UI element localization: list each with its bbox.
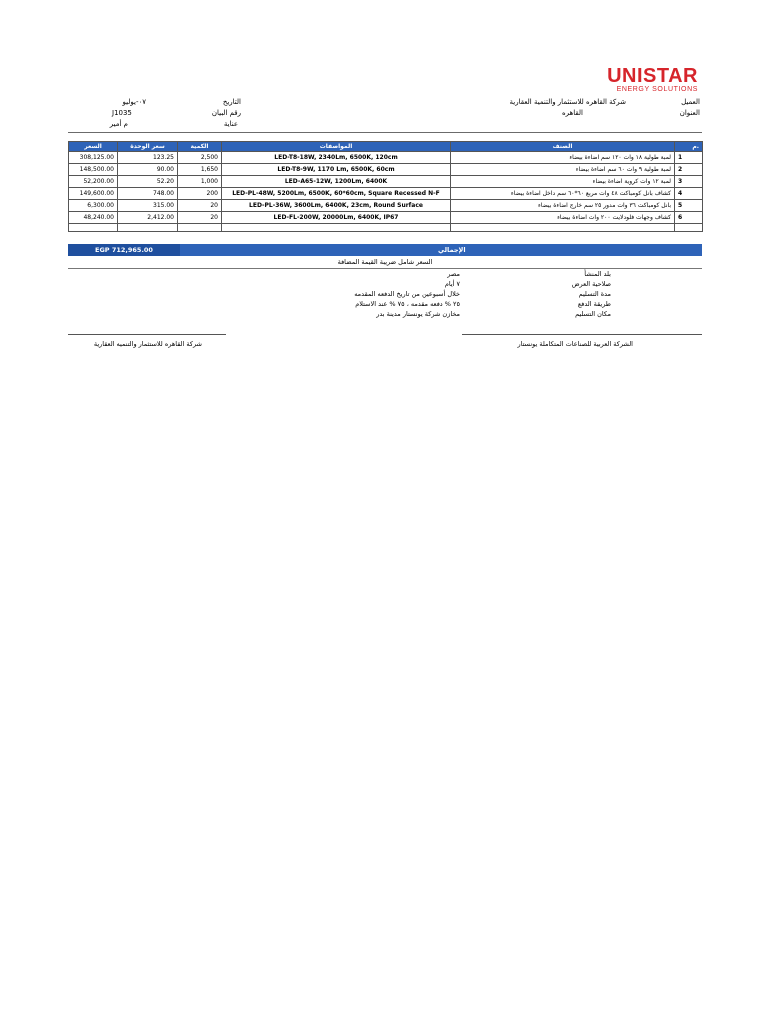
company-logo: UNISTAR: [607, 65, 698, 87]
address-value: القاهره: [562, 109, 583, 117]
cell-item: كشاف بانل كومباكت ٤٨ وات مربع ٦٠*٦٠ سم داخل اضاءة بيضاء: [451, 188, 675, 200]
attention-label: عناية: [223, 120, 238, 128]
client-label: العميل: [681, 98, 700, 106]
cell-item: لمبة طولية ٩ وات ٦٠ سم اضاءة بيضاء: [451, 164, 675, 176]
date-label: التاريخ: [222, 98, 241, 106]
cell-empty: [675, 224, 703, 232]
cell-item: كشاف وجهات فلودلايت ٢٠٠ وات اضاءة بيضاء: [451, 212, 675, 224]
cell-quantity: 1,650: [178, 164, 222, 176]
cell-specification: LED-FL-200W, 20000Lm, 6400K, IP67: [222, 212, 451, 224]
date-value: ٠٧-يوليو: [122, 98, 146, 106]
cell-index: 4: [675, 188, 703, 200]
term-value-validity: ٧ أيام: [444, 280, 460, 288]
buyer-signature: شركة القاهره للاستثمار والتنميه العقارية: [93, 340, 202, 348]
term-label-validity: صلاحية العرض: [571, 280, 611, 288]
cell-unit-price: 90.00: [118, 164, 178, 176]
cell-unit-price: 315.00: [118, 200, 178, 212]
cell-price: 149,600.00: [69, 188, 118, 200]
cell-price: 308,125.00: [69, 152, 118, 164]
cell-item: لمبة طولية ١٨ وات ١٢٠ سم اضاءة بيضاء: [451, 152, 675, 164]
cell-item: بانل كومباكت ٣٦ وات مدور ٢٥ سم خارج اضاءة بيضاء: [451, 200, 675, 212]
column-header-specifications: المواصفات: [222, 142, 451, 152]
table-row: [69, 176, 703, 188]
cell-price: 148,500.00: [69, 164, 118, 176]
table-row: [69, 152, 703, 164]
terms-labels: [572, 269, 611, 319]
cell-unit-price: 2,412.00: [118, 212, 178, 224]
cell-unit-price: 748.00: [118, 188, 178, 200]
seller-signature-line: [462, 334, 702, 335]
statement-no-label: رقم البيان: [211, 109, 241, 117]
address-label: العنوان: [679, 109, 700, 117]
table-row: [69, 212, 703, 224]
cell-specification: LED-PL-48W, 5200Lm, 6500K, 60*60cm, Square Recessed N-F: [222, 188, 451, 200]
term-value-delivery-place: مخازن شركة يونستار مدينة بدر: [376, 310, 460, 318]
total-label: الإجمالي: [438, 246, 466, 254]
cell-specification: LED-T8-18W, 2340Lm, 6500K, 120cm: [222, 152, 451, 164]
cell-index: 3: [675, 176, 703, 188]
term-label-delivery-place: مكان التسليم: [575, 310, 611, 318]
total-bar: [68, 244, 702, 256]
cell-price: 48,240.00: [69, 212, 118, 224]
cell-empty: [118, 224, 178, 232]
terms-values: [354, 269, 460, 319]
cell-quantity: 200: [178, 188, 222, 200]
buyer-signature-line: [68, 334, 226, 335]
column-header-unit-price: سعر الوحدة: [118, 142, 178, 152]
column-header-item: الصنف: [451, 142, 675, 152]
table-row: [69, 200, 703, 212]
cell-quantity: 20: [178, 212, 222, 224]
cell-index: 1: [675, 152, 703, 164]
cell-unit-price: 52.20: [118, 176, 178, 188]
quotation-table: [68, 141, 703, 232]
cell-specification: LED-A65-12W, 1200Lm, 6400K: [222, 176, 451, 188]
client-value: شركة القاهره للاستثمار والتنمية العقارية: [509, 98, 626, 106]
table-header-row: [69, 142, 703, 152]
cell-price: 6,300.00: [69, 200, 118, 212]
cell-index: 2: [675, 164, 703, 176]
cell-index: 5: [675, 200, 703, 212]
cell-item: لمبة ١٢ وات كروية اضاءة بيضاء: [451, 176, 675, 188]
column-header-index: م.: [675, 142, 703, 152]
term-value-payment: ٢٥ % دفعه مقدمه ، ٧٥ % عند الاستلام: [355, 300, 460, 308]
header-divider: [68, 132, 702, 133]
vat-note: السعر شامل ضريبة القيمة المضافة: [68, 257, 702, 269]
cell-specification: LED-T8-9W, 1170 Lm, 6500K, 60cm: [222, 164, 451, 176]
cell-price: 52,200.00: [69, 176, 118, 188]
cell-index: 6: [675, 212, 703, 224]
term-value-delivery-period: خلال أسبوعين من تاريخ الدفعه المقدمه: [354, 290, 460, 298]
term-label-origin: بلد المنشأ: [584, 270, 611, 278]
column-header-price: السعر: [69, 142, 118, 152]
company-logo-tagline: ENERGY SOLUTIONS: [616, 86, 698, 93]
statement-no-value: J1035: [112, 109, 132, 117]
table-row-empty: [69, 224, 703, 232]
table-row: [69, 164, 703, 176]
cell-empty: [69, 224, 118, 232]
cell-specification: LED-PL-36W, 3600Lm, 6400K, 23cm, Round Surface: [222, 200, 451, 212]
cell-empty: [222, 224, 451, 232]
term-value-origin: مصر: [447, 270, 460, 278]
term-label-payment: طريقة الدفع: [577, 300, 611, 308]
column-header-quantity: الكمية: [178, 142, 222, 152]
cell-quantity: 2,500: [178, 152, 222, 164]
cell-empty: [451, 224, 675, 232]
seller-signature: الشركة العربية للصناعات المتكاملة يونستار: [517, 340, 633, 348]
attention-value: م أمير: [109, 120, 128, 128]
table-row: [69, 188, 703, 200]
cell-quantity: 20: [178, 200, 222, 212]
total-amount: EGP 712,965.00: [68, 244, 180, 256]
cell-empty: [178, 224, 222, 232]
cell-unit-price: 123.25: [118, 152, 178, 164]
cell-quantity: 1,000: [178, 176, 222, 188]
term-label-delivery-period: مدة التسليم: [578, 290, 611, 298]
